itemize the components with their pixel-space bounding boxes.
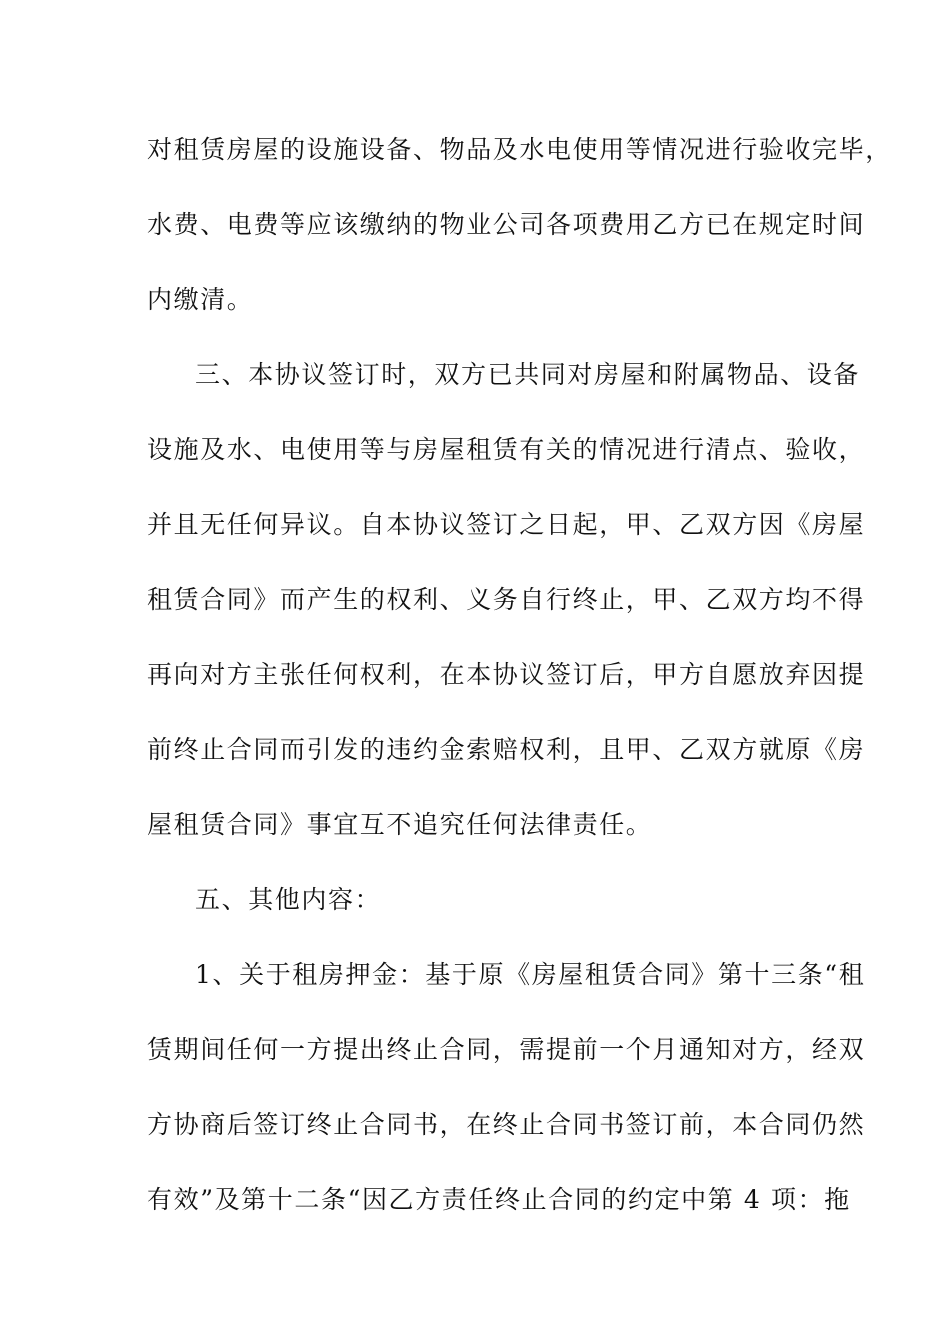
text-line: 再向对方主张任何权利，在本协议签订后，甲方自愿放弃因提 <box>147 660 866 689</box>
text-line: 水费、电费等应该缴纳的物业公司各项费用乙方已在规定时间 <box>147 210 866 239</box>
text-line: 赁期间任何一方提出终止合同，需提前一个月通知对方，经双 <box>147 1035 866 1064</box>
text-line: 设施及水、电使用等与房屋租赁有关的情况进行清点、验收， <box>147 435 866 464</box>
text-line: 内缴清。 <box>147 285 254 314</box>
section-heading-three: 三、本协议签订时，双方已共同对房屋和附属物品、设备 <box>195 360 861 389</box>
text-line: 对租赁房屋的设施设备、物品及水电使用等情况进行验收完毕， <box>147 135 892 164</box>
clause-one: 1、关于租房押金：基于原《房屋租赁合同》第十三条“租 <box>195 960 866 989</box>
text-line: 租赁合同》而产生的权利、义务自行终止，甲、乙双方均不得 <box>147 585 866 614</box>
text-line: 并且无任何异议。自本协议签订之日起，甲、乙双方因《房屋 <box>147 510 866 539</box>
text-line: 有效”及第十二条“因乙方责任终止合同的约定中第 4 项：拖 <box>147 1185 851 1214</box>
text-line: 屋租赁合同》事宜互不追究任何法律责任。 <box>147 810 653 839</box>
text-line: 方协商后签订终止合同书，在终止合同书签订前，本合同仍然 <box>147 1110 866 1139</box>
section-heading-five: 五、其他内容： <box>195 885 382 914</box>
text-line: 前终止合同而引发的违约金索赔权利，且甲、乙双方就原《房 <box>147 735 866 764</box>
